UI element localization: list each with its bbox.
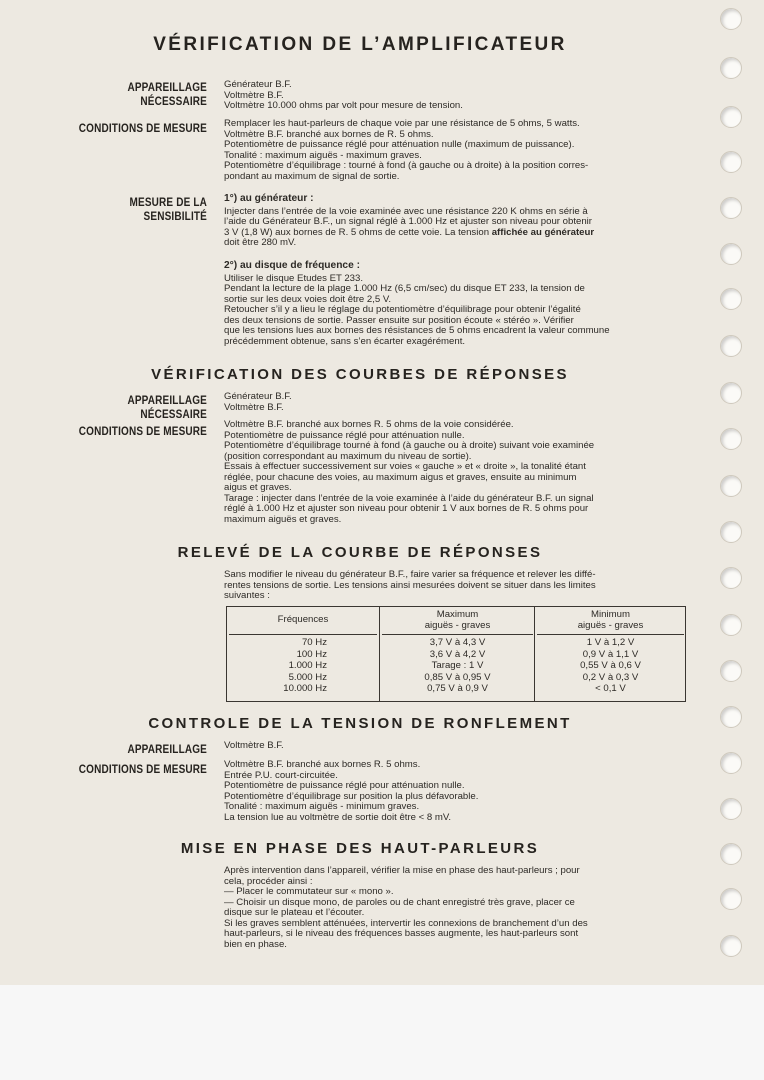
text-line: Voltmètre B.F. branché aux bornes R. 5 ohms.	[224, 760, 421, 770]
text-line: maximum aiguës et graves.	[224, 514, 342, 525]
text-line: Générateur B.F.	[224, 392, 292, 402]
text-line: Remplacer les haut-parleurs de chaque voie par une résistance de 5 ohms, 5 watts.	[224, 119, 580, 129]
text-line: suivantes :	[224, 591, 270, 601]
binder-hole	[720, 706, 742, 728]
binder-hole	[720, 614, 742, 636]
table-cell: 3,6 V à 4,2 V	[429, 648, 486, 660]
text-line: Retoucher s’il y a lieu le réglage du potentiomètre d’équilibrage pour obtenir l’égalité	[224, 305, 581, 315]
text-line: rentes tensions de sortie. Les tensions ainsi mesurées doivent se situer dans les limites	[224, 580, 596, 591]
label-conditions: CONDITIONS DE MESURE	[78, 762, 208, 776]
text-line: Générateur B.F.	[224, 80, 292, 90]
conditions-text	[224, 420, 688, 525]
table-cell: 100 Hz	[296, 648, 327, 660]
header-rule	[229, 634, 377, 635]
binder-hole	[720, 888, 742, 910]
text-line: réglé à 1.000 Hz et ajuster son niveau pour obtenir 1 V aux bornes de R. 5 ohms pour	[224, 504, 589, 514]
text-line: Entrée P.U. court-circuitée.	[224, 770, 338, 781]
text-line: Potentiomètre de puissance réglé pour atténuation nulle.	[224, 781, 465, 791]
text-line: Tarage : injecter dans l’entrée de la voie examinée à l’aide du générateur B.F. un signal	[224, 493, 594, 504]
text-line: doit être 280 mV.	[224, 238, 297, 248]
text-line: disque sur le plateau et l’écouter.	[224, 908, 365, 918]
text-line: aigus et graves.	[224, 483, 292, 493]
column-header	[380, 607, 535, 635]
text-line: cela, procéder ainsi :	[224, 876, 313, 887]
table-cell: 0,85 V à 0,95 V	[424, 671, 491, 683]
header-line: Maximum	[436, 609, 479, 620]
mise-en-phase-text	[224, 866, 688, 950]
sensibilite-generateur	[224, 194, 688, 249]
table-cell: 70 Hz	[301, 637, 327, 648]
label-appareillage: APPAREILLAGE NÉCESSAIRE	[127, 393, 207, 421]
text-line: Essais à effectuer successivement sur voies « gauche » et « droite », la tonalité étant	[224, 462, 586, 472]
appareillage-list	[224, 741, 688, 752]
binder-hole	[720, 935, 742, 957]
text-line	[224, 228, 688, 239]
text-line: (position correspondant au maximum du niveau de sortie).	[224, 451, 472, 462]
table-cell: Tarage : 1 V	[431, 660, 484, 672]
label-sensibilite: MESURE DE LA SENSIBILITÉ	[129, 195, 207, 223]
header-rule	[537, 634, 684, 635]
response-table	[226, 606, 686, 702]
section-title: VÉRIFICATION DES COURBES DE RÉPONSES	[151, 366, 569, 383]
binder-hole	[720, 428, 742, 450]
column-maximum	[379, 607, 535, 701]
binder-hole	[720, 798, 742, 820]
column-header	[535, 607, 686, 635]
binder-hole	[720, 288, 742, 310]
column-frequences	[227, 607, 379, 701]
subheading: 1°) au générateur :	[224, 193, 314, 204]
header-line: aiguës - graves	[424, 620, 491, 631]
binder-hole	[720, 106, 742, 128]
table-cell: < 0,1 V	[595, 683, 626, 695]
label-appareillage: APPAREILLAGE	[127, 742, 207, 756]
rows	[535, 637, 686, 695]
text-line: Tonalité : maximum aiguës - minimum graves.	[224, 802, 420, 812]
header-line: aiguës - graves	[577, 620, 644, 631]
bold-text: affichée au générateur	[491, 227, 595, 238]
table-cell: 0,75 V à 0,9 V	[427, 683, 488, 695]
text-line: — Placer le commutateur sur « mono ».	[224, 887, 394, 897]
text-line: Tonalité : maximum aiguës - maximum graves.	[224, 150, 422, 161]
binder-hole	[720, 475, 742, 497]
text-line: Après intervention dans l’appareil, vérifier la mise en phase des haut-parleurs ; pour	[224, 866, 580, 876]
text-line: Voltmètre B.F.	[224, 90, 284, 101]
binder-hole	[720, 335, 742, 357]
section-title: MISE EN PHASE DES HAUT-PARLEURS	[180, 840, 540, 857]
table-cell: 1.000 Hz	[288, 660, 327, 672]
binder-hole	[720, 197, 742, 219]
text-line: que les tensions lues aux bornes des résistances de 5 ohms encadrent la valeur commune	[224, 326, 610, 336]
section-title: RELEVÉ DE LA COURBE DE RÉPONSES	[177, 544, 543, 561]
rows	[380, 637, 535, 695]
text-line: Voltmètre B.F.	[224, 741, 284, 751]
table-cell: 1 V à 1,2 V	[586, 637, 635, 648]
scan-background	[0, 985, 764, 1080]
text-line: Potentiomètre d’équilibrage : tourné à fond (à gauche ou à droite) à la position corres-	[224, 161, 589, 171]
appareillage-list	[224, 80, 688, 112]
text-line: — Choisir un disque mono, de paroles ou de chant enregistré très grave, placer ce	[224, 897, 575, 908]
header-line: Minimum	[591, 609, 630, 620]
label-conditions: CONDITIONS DE MESURE	[78, 424, 208, 438]
conditions-text	[224, 119, 688, 182]
table-cell: 0,9 V à 1,1 V	[582, 648, 639, 660]
text-line: sortie sur les deux voies doit être 2,5 V.	[224, 294, 392, 305]
text-line: Potentiomètre d’équilibrage tourné à fond (à gauche ou à droite) suivant voie examinée	[224, 441, 595, 451]
text-line: Voltmètre B.F. branché aux bornes de R. 5 ohms.	[224, 129, 434, 140]
text-line: Voltmètre B.F.	[224, 402, 284, 413]
binder-hole	[720, 243, 742, 265]
conditions-text	[224, 760, 688, 823]
table-cell: 3,7 V à 4,3 V	[429, 637, 486, 648]
sensibilite-disque	[224, 261, 688, 347]
label-conditions: CONDITIONS DE MESURE	[78, 121, 208, 135]
text-line: réglée, pour chacune des voies, au maximum aigus et graves, ensuite au minimum	[224, 472, 577, 483]
text-line: Sans modifier le niveau du générateur B.F., faire varier sa fréquence et relever les diffé-	[224, 570, 596, 580]
text-line: Potentiomètre de puissance réglé pour atténuation nulle.	[224, 430, 465, 441]
binder-hole	[720, 382, 742, 404]
column-header: Fréquences	[277, 614, 329, 625]
binder-hole	[720, 843, 742, 865]
text-line: La tension lue au voltmètre de sortie doit être < 8 mV.	[224, 812, 452, 823]
text-line: Si les graves semblent atténuées, intervertir les connexions de branchement d’un des	[224, 918, 588, 929]
text-line: Potentiomètre de puissance réglé pour atténuation nulle (maximum de puissance).	[224, 140, 575, 150]
binder-hole	[720, 521, 742, 543]
releve-intro	[224, 570, 688, 602]
binder-hole	[720, 151, 742, 173]
text-line: bien en phase.	[224, 939, 287, 950]
appareillage-list	[224, 392, 688, 413]
table-cell: 10.000 Hz	[283, 683, 327, 695]
text-line: Voltmètre 10.000 ohms par volt pour mesure de tension.	[224, 101, 463, 111]
text-line: des deux tensions de sortie. Passer ensuite sur position écoute « stéréo ». Vérifier	[224, 315, 574, 326]
text-line: Utiliser le disque Études ET 233.	[224, 273, 364, 284]
text-line: Injecter dans l’entrée de la voie examinée avec une résistance 220 K ohms en série à	[224, 206, 588, 217]
binder-hole	[720, 752, 742, 774]
rows	[227, 637, 379, 695]
table-cell: 0,55 V à 0,6 V	[580, 660, 641, 672]
text-line: précédemment obtenue, sans s’en écarter exagérément.	[224, 336, 466, 347]
header-rule	[382, 634, 533, 635]
section-title: CONTROLE DE LA TENSION DE RONFLEMENT	[148, 715, 572, 732]
text-line: Potentiomètre d’équilibrage sur position la plus défavorable.	[224, 791, 479, 802]
page-title: VÉRIFICATION DE L’AMPLIFICATEUR	[153, 34, 567, 55]
binder-hole	[720, 57, 742, 79]
binder-hole	[720, 567, 742, 589]
table-cell: 5.000 Hz	[288, 671, 327, 683]
label-appareillage: APPAREILLAGE NÉCESSAIRE	[127, 80, 207, 108]
binder-hole	[720, 8, 742, 30]
text-line: l’aide du Générateur B.F., un signal réglé à 1.000 Hz et ajuster son niveau pour obtenir	[224, 217, 592, 227]
column-minimum	[534, 607, 686, 701]
text-line: haut-parleurs, si le niveau des fréquences basses augmente, les haut-parleurs sont	[224, 929, 579, 939]
text-span: 3 V (1,8 W) aux bornes de R. 5 ohms de cette voie. La tension	[224, 227, 490, 238]
text-line: Pendant la lecture de la plage 1.000 Hz (6,5 cm/sec) du disque ET 233, la tension de	[224, 284, 585, 294]
text-line: pondant au maximum de signal de sortie.	[224, 171, 400, 182]
binder-holes	[720, 0, 750, 985]
binder-hole	[720, 660, 742, 682]
text-line: Voltmètre B.F. branché aux bornes R. 5 ohms de la voie considérée.	[224, 420, 514, 430]
subheading: 2°) au disque de fréquence :	[224, 260, 360, 271]
table-cell: 0,2 V à 0,3 V	[582, 671, 639, 683]
